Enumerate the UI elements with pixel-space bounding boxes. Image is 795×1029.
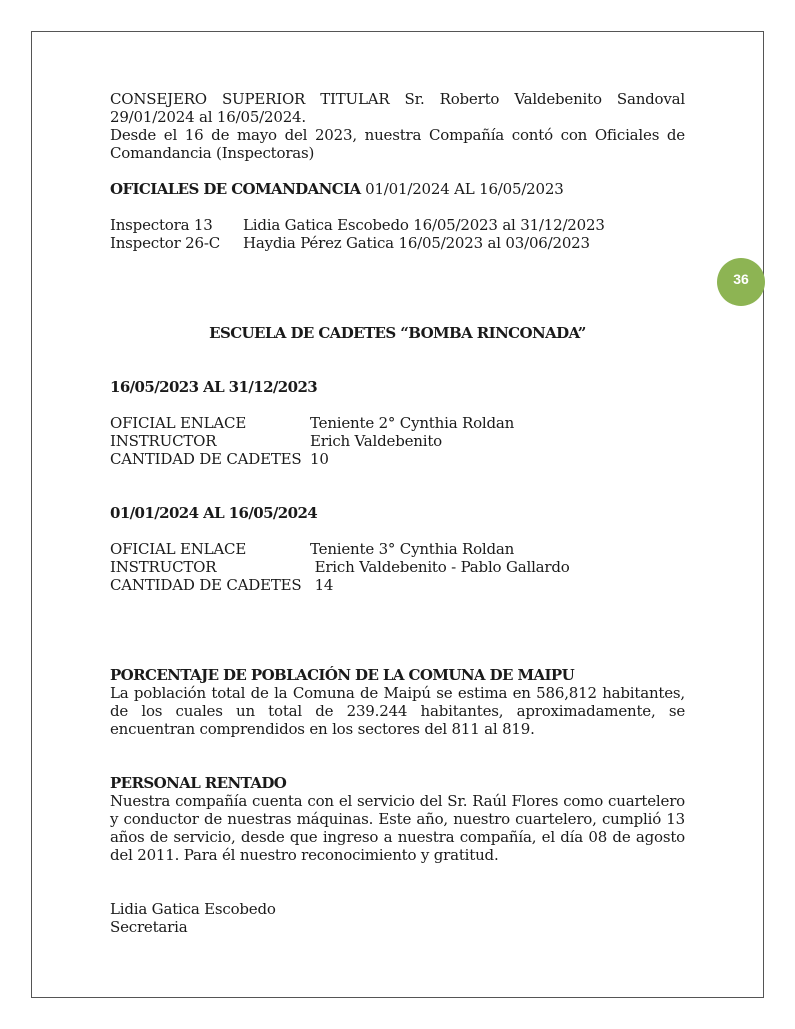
cadetes-row: [110, 450, 685, 468]
cadetes-label: INSTRUCTOR: [110, 558, 217, 576]
cadetes-label: CANTIDAD DE CADETES: [110, 576, 302, 594]
personal-paragraph: Nuestra compañía cuenta con el servicio del Sr. Raúl Flores como cuartelero y conductor de nuestras máquinas. Este año, nuestro cuartelero, cumplió 13 años de servicio, desde que ingreso a nuestra compañía, el día 08 de agosto del 2011. Para él nuestro reconocimiento y gratitud.: [110, 792, 685, 864]
signature-name: Lidia Gatica Escobedo: [110, 900, 276, 918]
cadetes-label: INSTRUCTOR: [110, 432, 217, 450]
oficial-detail: Lidia Gatica Escobedo 16/05/2023 al 31/12/2023: [243, 216, 605, 234]
page-number-badge: 36: [717, 258, 765, 306]
escuela-title: ESCUELA DE CADETES “BOMBA RINCONADA”: [209, 324, 586, 342]
oficial-role: Inspector 26-C: [110, 234, 220, 252]
oficiales-heading-bold: OFICIALES DE COMANDANCIA: [110, 180, 361, 198]
cadetes-label: OFICIAL ENLACE: [110, 414, 247, 432]
oficial-role: Inspectora 13: [110, 216, 213, 234]
poblacion-paragraph: La población total de la Comuna de Maipú se estima en 586,812 habitantes, de los cuales un total de 239.244 habitantes, aproximadamente, se encuentran comprendidos en los sectores del 811 al 819.: [110, 684, 685, 738]
cadetes-label: OFICIAL ENLACE: [110, 540, 247, 558]
cadetes-row: [110, 540, 685, 558]
oficial-detail: Haydia Pérez Gatica 16/05/2023 al 03/06/2023: [243, 234, 590, 252]
consejero-paragraph: CONSEJERO SUPERIOR TITULAR Sr. Roberto Valdebenito Sandoval 29/01/2024 al 16/05/2024.: [110, 90, 685, 126]
cadetes-value: 14: [310, 576, 334, 594]
cadetes-value: Erich Valdebenito: [310, 432, 443, 450]
oficial-row: [110, 234, 685, 252]
personal-heading: PERSONAL RENTADO: [110, 774, 287, 792]
oficiales-heading: [110, 180, 685, 198]
cadetes-row: [110, 576, 685, 594]
cadetes-value: Teniente 3° Cynthia Roldan: [310, 540, 515, 558]
cadetes-value: 10: [310, 450, 329, 468]
cadetes-value: Teniente 2° Cynthia Roldan: [310, 414, 515, 432]
period-heading: 01/01/2024 AL 16/05/2024: [110, 504, 318, 522]
cadetes-value: Erich Valdebenito - Pablo Gallardo: [310, 558, 570, 576]
desde-paragraph: Desde el 16 de mayo del 2023, nuestra Compañía contó con Oficiales de Comandancia (Inspectoras): [110, 126, 685, 162]
oficial-row: [110, 216, 685, 234]
poblacion-heading: PORCENTAJE DE POBLACIÓN DE LA COMUNA DE MAIPU: [110, 666, 575, 684]
cadetes-row: [110, 414, 685, 432]
period-heading: 16/05/2023 AL 31/12/2023: [110, 378, 318, 396]
oficiales-heading-dates: 01/01/2024 AL 16/05/2023: [360, 180, 564, 198]
cadetes-row: [110, 432, 685, 450]
cadetes-label: CANTIDAD DE CADETES: [110, 450, 302, 468]
signature-title: Secretaria: [110, 918, 188, 936]
cadetes-row: [110, 558, 685, 576]
document-body: [110, 90, 685, 936]
